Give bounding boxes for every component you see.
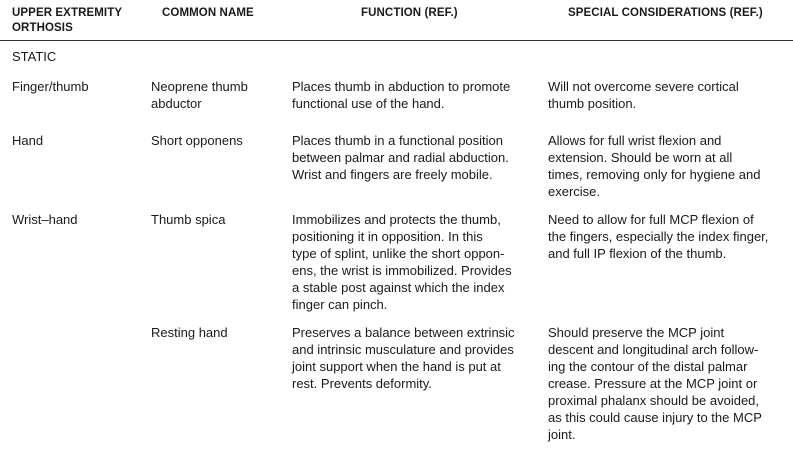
row1-common-name-line: abductor (151, 96, 202, 111)
row1-common-name (151, 78, 281, 112)
row1-orthosis: Finger/thumb (12, 79, 89, 94)
row2-function-line: Wrist and fingers are freely mobile. (292, 167, 493, 182)
row4-common-name-line: Resting hand (151, 325, 228, 340)
row2-function-line: Places thumb in a functional position (292, 133, 504, 148)
row1-common-name-line: Neoprene thumb (151, 79, 248, 94)
row4-considerations-line: proximal phalanx should be avoided, (548, 393, 760, 408)
table-header (0, 0, 793, 38)
section-label-static: STATIC (12, 49, 57, 64)
row4-function (292, 324, 532, 392)
row2-function-line: between palmar and radial abduction. (292, 150, 509, 165)
header-function: FUNCTION (REF.) (361, 7, 458, 19)
row4-function-line: rest. Prevents deformity. (292, 376, 432, 391)
header-divider (0, 40, 793, 41)
row2-considerations-line: times, removing only for hygiene and (548, 167, 761, 182)
row3-function-line: Immobilizes and protects the thumb, (292, 212, 501, 227)
row4-considerations-line: crease. Pressure at the MCP joint or (548, 376, 758, 391)
header-orthosis-line2: ORTHOSIS (12, 22, 73, 34)
row2-orthosis: Hand (12, 133, 44, 148)
row4-function-line: joint support when the hand is put at (292, 359, 501, 374)
row4-considerations-line: joint. (548, 427, 576, 442)
row2-common-name (151, 132, 281, 149)
header-common-name: COMMON NAME (162, 7, 254, 19)
row3-function-line: type of splint, unlike the short oppon- (292, 246, 505, 261)
row1-considerations (548, 78, 791, 112)
row3-orthosis: Wrist–hand (12, 212, 78, 227)
row4-considerations-line: ing the contour of the distal palmar (548, 359, 748, 374)
row4-considerations-line: Should preserve the MCP joint (548, 325, 725, 340)
row1-function (292, 78, 532, 112)
row3-function-line: finger can pinch. (292, 297, 388, 312)
row2-considerations-line: extension. Should be worn at all (548, 150, 733, 165)
row3-considerations-line: and full IP flexion of the thumb. (548, 246, 727, 261)
header-orthosis-line1: UPPER EXTREMITY (12, 7, 123, 19)
row3-function-line: a stable post against which the index (292, 280, 505, 295)
row2-considerations-line: Allows for full wrist flexion and (548, 133, 722, 148)
row1-considerations-line: thumb position. (548, 96, 637, 111)
row1-function-line: Places thumb in abduction to promote (292, 79, 511, 94)
row3-common-name (151, 211, 281, 228)
row2-considerations (548, 132, 791, 200)
row2-function (292, 132, 532, 183)
row4-considerations-line: as this could cause injury to the MCP (548, 410, 762, 425)
row4-considerations (548, 324, 791, 443)
row3-considerations (548, 211, 791, 262)
row1-considerations-line: Will not overcome severe cortical (548, 79, 739, 94)
header-considerations: SPECIAL CONSIDERATIONS (REF.) (568, 7, 763, 19)
row3-function-line: positioning it in opposition. In this (292, 229, 483, 244)
row1-function-line: functional use of the hand. (292, 96, 445, 111)
row3-common-name-line: Thumb spica (151, 212, 226, 227)
row2-common-name-line: Short opponens (151, 133, 243, 148)
row3-considerations-line: the fingers, especially the index finger, (548, 229, 769, 244)
row4-function-line: and intrinsic musculature and provides (292, 342, 514, 357)
row3-function (292, 211, 532, 313)
row4-considerations-line: descent and longitudinal arch follow- (548, 342, 759, 357)
row4-common-name (151, 324, 281, 341)
row3-considerations-line: Need to allow for full MCP flexion of (548, 212, 754, 227)
header-orthosis (12, 6, 122, 36)
row3-function-line: ens, the wrist is immobilized. Provides (292, 263, 512, 278)
row4-function-line: Preserves a balance between extrinsic (292, 325, 515, 340)
row2-considerations-line: exercise. (548, 184, 601, 199)
